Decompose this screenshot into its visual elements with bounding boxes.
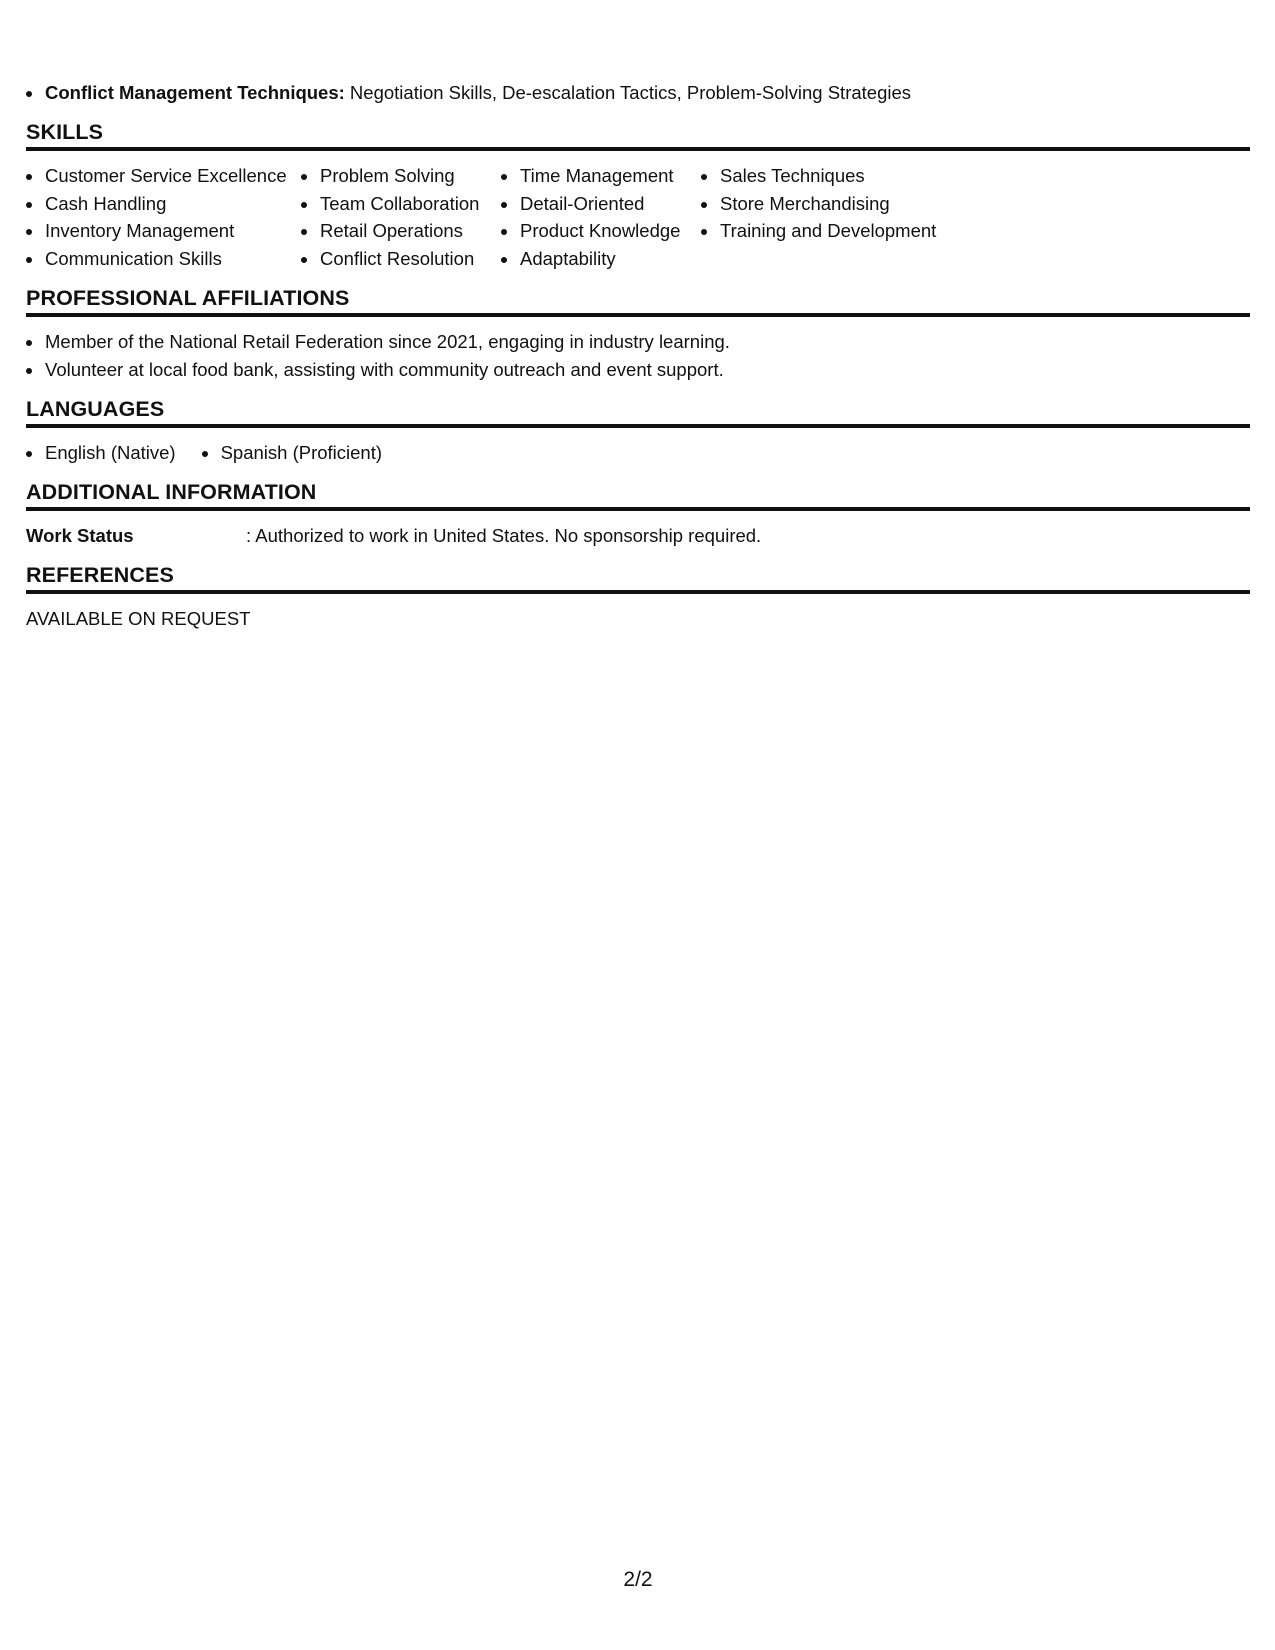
language-item: English (Native)	[26, 439, 176, 467]
skill-item: Sales Techniques	[701, 162, 961, 190]
additional-info-heading: ADDITIONAL INFORMATION	[26, 477, 1250, 511]
work-status-label: Work Status	[26, 525, 134, 546]
work-status-row	[26, 522, 761, 549]
skill-item: Training and Development	[701, 217, 961, 245]
skill-item: Conflict Resolution	[301, 245, 501, 273]
techniques-label: Conflict Management Techniques:	[45, 82, 345, 103]
languages-heading: LANGUAGES	[26, 394, 1250, 428]
affiliations-list	[26, 328, 730, 383]
affiliation-item: Member of the National Retail Federation since 2021, engaging in industry learning.	[26, 328, 730, 356]
skills-heading: SKILLS	[26, 117, 1250, 151]
skill-item: Detail-Oriented	[501, 190, 701, 218]
skills-column-4	[701, 162, 961, 272]
skills-column-3	[501, 162, 701, 272]
skill-item: Product Knowledge	[501, 217, 701, 245]
skill-item: Retail Operations	[301, 217, 501, 245]
affiliations-heading: PROFESSIONAL AFFILIATIONS	[26, 283, 1250, 317]
skills-column-2	[301, 162, 501, 272]
page-number: 2/2	[623, 1568, 653, 1591]
skill-item: Problem Solving	[301, 162, 501, 190]
techniques-text: Negotiation Skills, De-escalation Tactics, Problem-Solving Strategies	[344, 82, 912, 103]
work-status-value: : Authorized to work in United States. No sponsorship required.	[246, 525, 762, 546]
skill-item: Adaptability	[501, 245, 701, 273]
references-text: AVAILABLE ON REQUEST	[26, 608, 251, 629]
skill-item: Customer Service Excellence	[26, 162, 301, 190]
language-item: Spanish (Proficient)	[202, 439, 382, 467]
skill-item: Store Merchandising	[701, 190, 961, 218]
list-item	[26, 79, 911, 107]
references-heading: REFERENCES	[26, 560, 1250, 594]
skill-item: Cash Handling	[26, 190, 301, 218]
skills-column-1	[26, 162, 301, 272]
skill-item: Inventory Management	[26, 217, 301, 245]
languages-list	[26, 439, 408, 467]
affiliation-item: Volunteer at local food bank, assisting with community outreach and event support.	[26, 356, 730, 384]
skill-item: Time Management	[501, 162, 701, 190]
skill-item: Team Collaboration	[301, 190, 501, 218]
skills-grid	[26, 162, 961, 272]
resume-page	[26, 0, 1250, 1650]
skill-item: Communication Skills	[26, 245, 301, 273]
